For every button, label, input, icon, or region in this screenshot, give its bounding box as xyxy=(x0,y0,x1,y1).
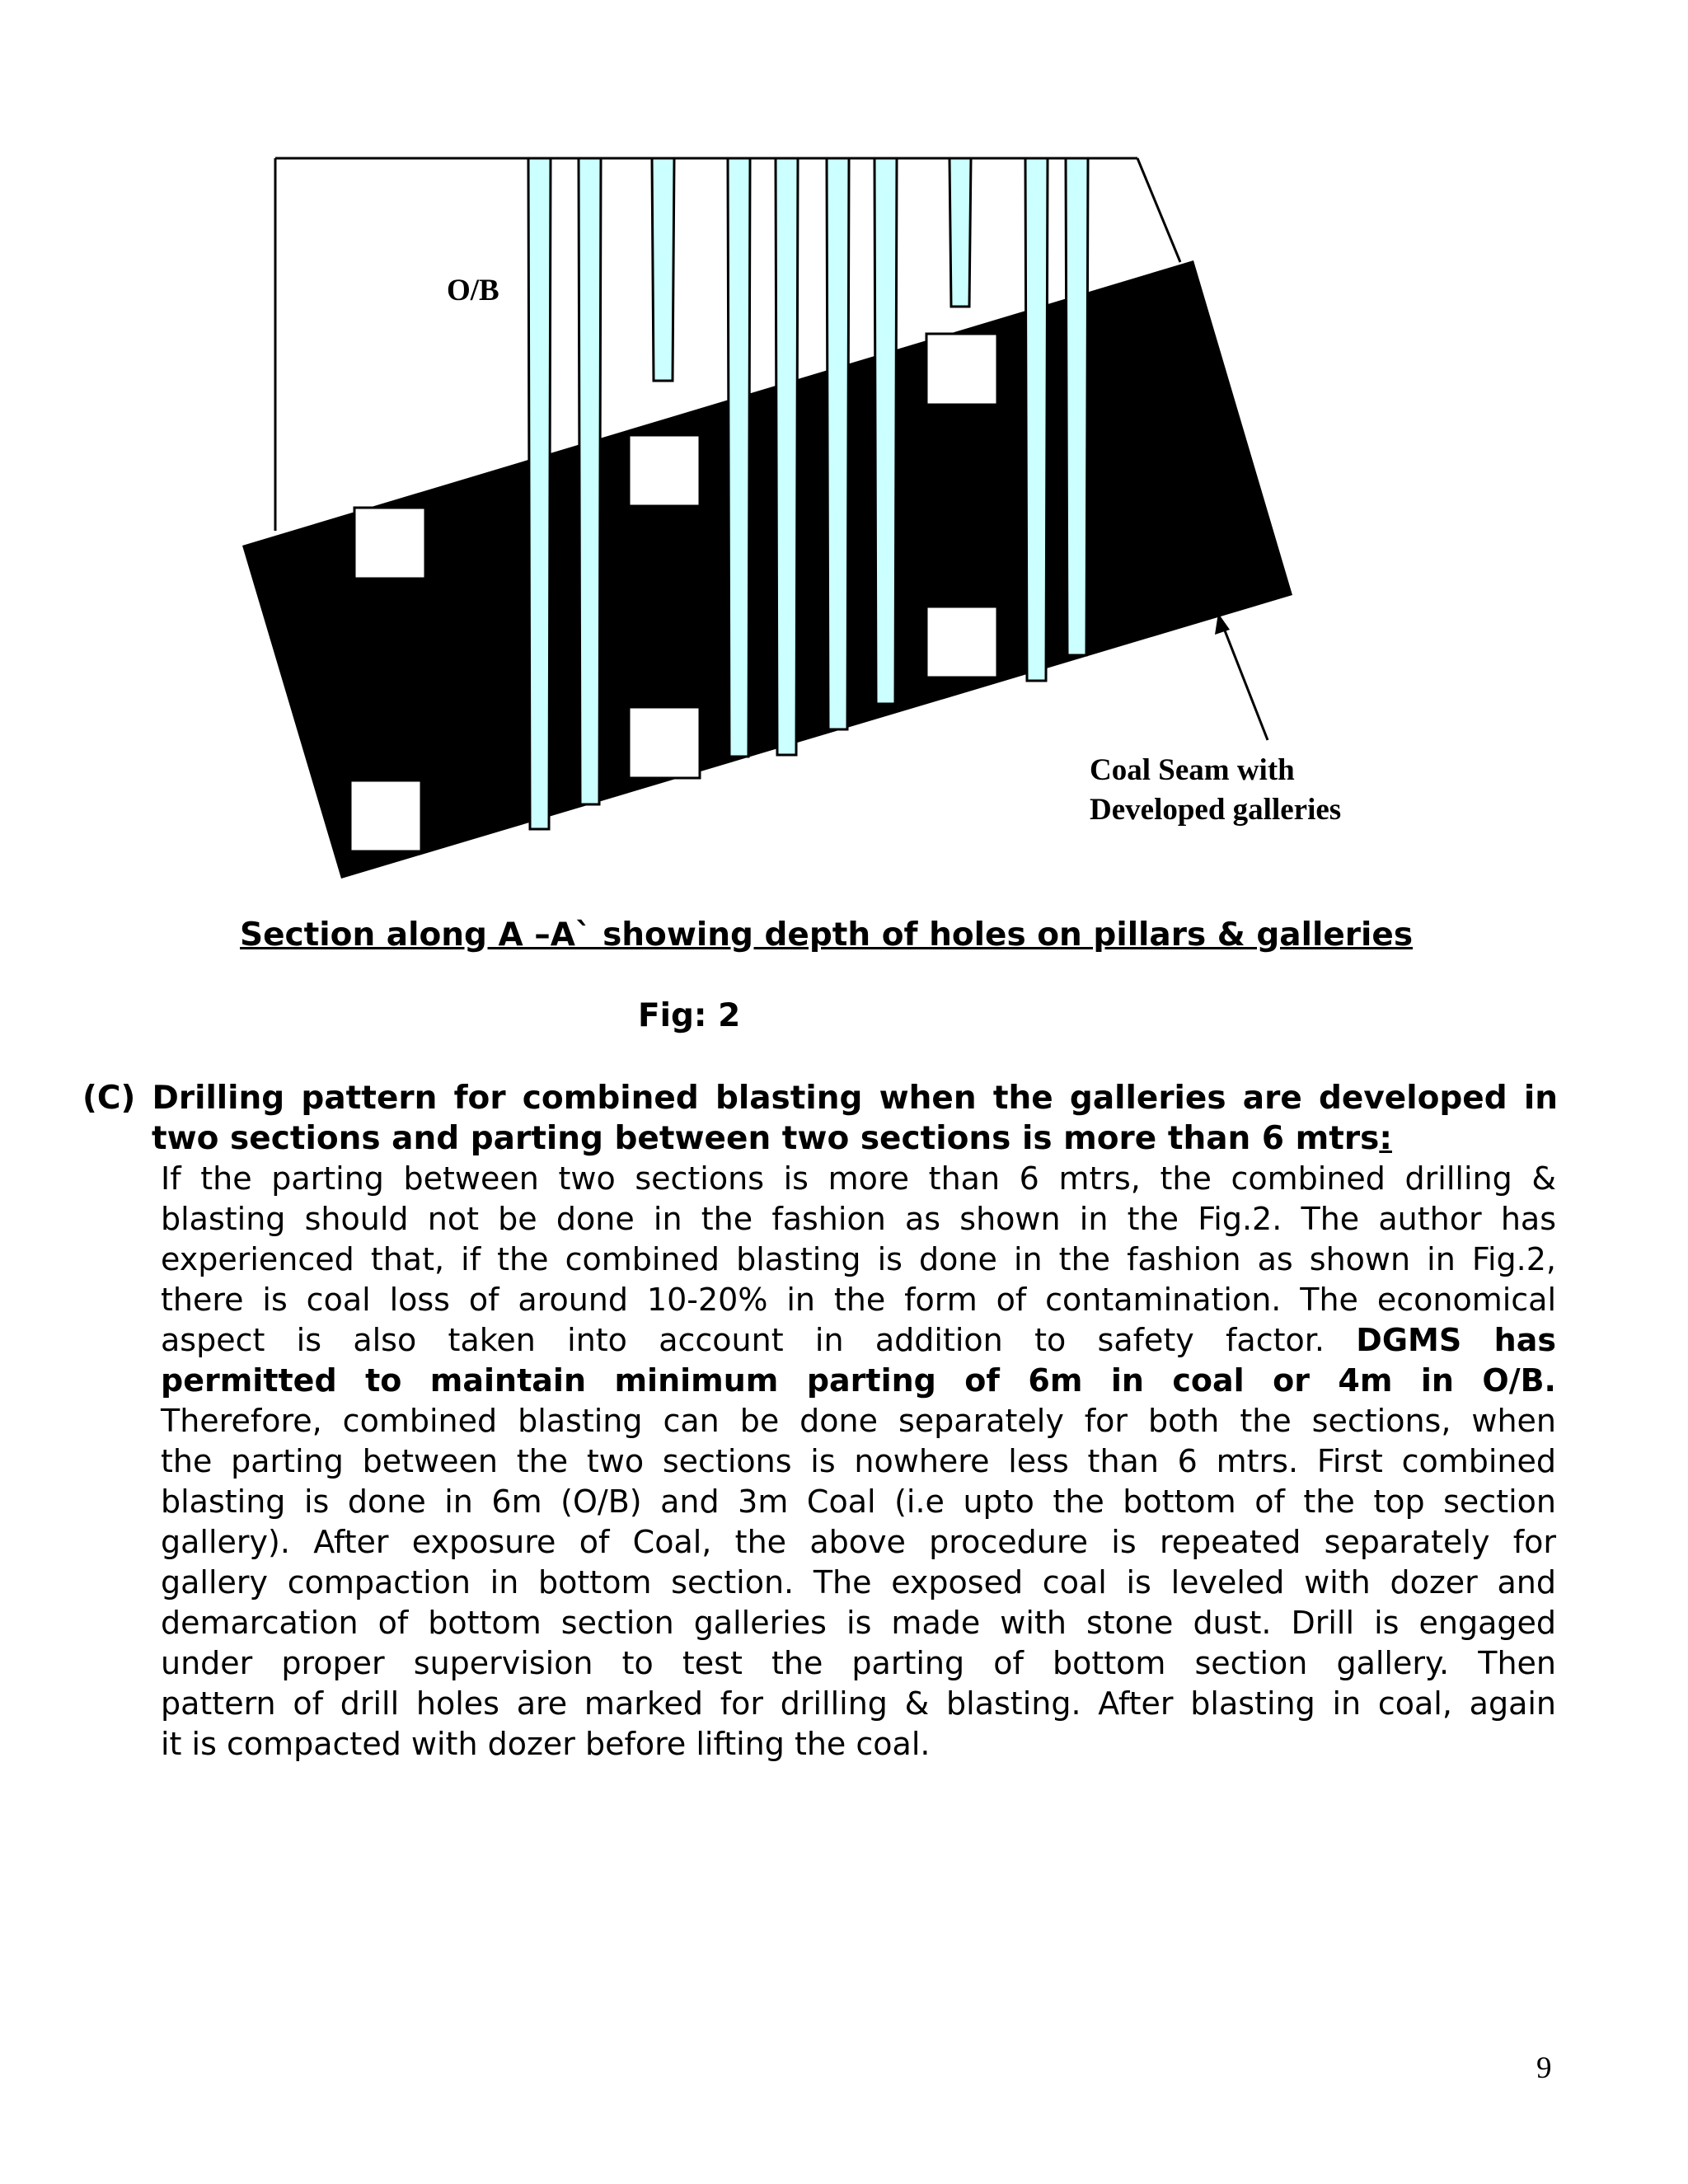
drill-hole xyxy=(1025,158,1048,681)
gallery xyxy=(926,607,997,677)
figure-number: Fig: 2 xyxy=(638,997,741,1034)
seam-label-line1: Coal Seam with xyxy=(1090,753,1295,787)
gallery xyxy=(629,435,700,506)
drill-hole xyxy=(874,158,897,704)
figure-caption: Section along A –A` showing depth of holes on pillars & galleries xyxy=(240,916,1414,954)
body-line: pattern of drill holes are marked for drilling & blasting. After blasting in coal, again xyxy=(161,1685,1556,1722)
heading-line-text: two sections and parting between two sections is more than 6 mtrs xyxy=(152,1120,1380,1157)
section-c-heading xyxy=(82,1078,1558,1159)
body-line-bold: DGMS has xyxy=(1356,1322,1556,1358)
body-line: it is compacted with dozer before lifting the coal. xyxy=(161,1726,931,1762)
body-line: gallery). After exposure of Coal, the above procedure is repeated separately for xyxy=(161,1524,1556,1560)
body-line: gallery compaction in bottom section. The exposed coal is leveled with dozer and xyxy=(161,1564,1556,1601)
body-line-text: aspect is also taken into account in addition to safety factor. xyxy=(161,1322,1325,1358)
overburden-label: O/B xyxy=(447,274,499,307)
body-line: under proper supervision to test the parting of bottom section gallery. Then xyxy=(161,1645,1556,1681)
section-c-body xyxy=(161,1159,1556,1765)
drill-hole xyxy=(528,158,551,829)
body-line: experienced that, if the combined blasting is done in the fashion as shown in Fig.2, xyxy=(161,1241,1556,1277)
gallery xyxy=(926,334,997,405)
body-line: the parting between the two sections is nowhere less than 6 mtrs. First combined xyxy=(161,1443,1556,1479)
section-diagram xyxy=(0,0,1688,907)
drill-hole xyxy=(827,158,849,729)
heading-line xyxy=(82,1118,1558,1159)
drill-hole xyxy=(1066,158,1088,655)
drill-hole xyxy=(728,158,750,757)
drill-hole xyxy=(652,158,674,381)
body-line: blasting is done in 6m (O/B) and 3m Coal (i.e upto the bottom of the top section xyxy=(161,1483,1556,1520)
gallery xyxy=(354,508,425,579)
gallery xyxy=(629,707,700,778)
gallery xyxy=(350,780,421,851)
seam-label-line2: Developed galleries xyxy=(1090,793,1342,827)
drill-hole xyxy=(776,158,798,755)
body-line: Therefore, combined blasting can be done separately for both the sections, when xyxy=(161,1403,1556,1439)
heading-line: (C) Drilling pattern for combined blasting when the galleries are developed in xyxy=(82,1080,1558,1117)
body-line: If the parting between two sections is more than 6 mtrs, the combined drilling & xyxy=(161,1160,1556,1197)
pointer-arrow xyxy=(1215,613,1268,740)
body-line xyxy=(161,1320,1556,1361)
drill-hole xyxy=(950,158,971,307)
body-line: blasting should not be done in the fashion as shown in the Fig.2. The author has xyxy=(161,1201,1556,1237)
body-line: demarcation of bottom section galleries is made with stone dust. Drill is engaged xyxy=(161,1605,1556,1641)
heading-colon: : xyxy=(1379,1120,1392,1157)
drill-hole xyxy=(579,158,601,804)
body-line: there is coal loss of around 10-20% in the form of contamination. The economical xyxy=(161,1282,1556,1318)
page-number: 9 xyxy=(1536,2051,1552,2085)
body-line: permitted to maintain minimum parting of 6m in coal or 4m in O/B. xyxy=(161,1362,1556,1399)
